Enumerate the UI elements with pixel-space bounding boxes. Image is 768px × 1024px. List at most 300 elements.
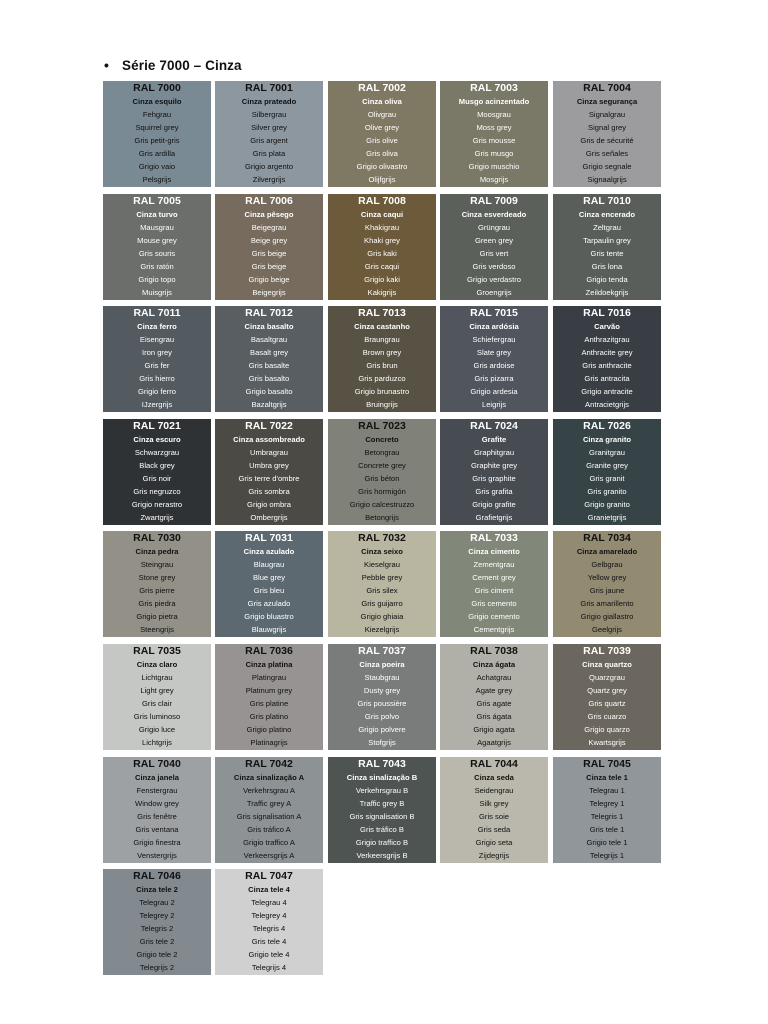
section-title: Série 7000 – Cinza	[122, 58, 242, 73]
color-name-pt: Cinza oliva	[362, 97, 402, 106]
color-name-es: Gris tráfico B	[360, 825, 404, 834]
ral-swatch-card	[215, 531, 323, 637]
color-name-pt: Cinza sinalização B	[346, 773, 418, 782]
color-name-nl: Zwartgrijs	[140, 513, 174, 522]
ral-swatch-card	[103, 194, 211, 300]
color-name-nl: Verkeersgrijs A	[243, 851, 295, 860]
color-name-it: Grigio ardesia	[470, 387, 518, 396]
color-name-de: Schwarzgrau	[134, 448, 180, 457]
color-name-es: Gris polvo	[364, 712, 400, 721]
ral-swatch-card	[103, 757, 211, 863]
ral-code: RAL 7040	[133, 758, 181, 770]
color-name-nl: Cementgrijs	[473, 625, 515, 634]
color-name-pt: Cinza caqui	[360, 210, 404, 219]
ral-swatch-card	[215, 81, 323, 187]
color-name-pt: Cinza janela	[135, 773, 179, 782]
ral-swatch-card	[215, 419, 323, 525]
color-name-pt: Carvão	[594, 322, 620, 331]
color-name-it: Grigio tele 4	[248, 950, 290, 959]
color-name-en: Platinum grey	[245, 686, 293, 695]
color-name-pt: Cinza castanho	[354, 322, 410, 331]
color-name-en: Khaki grey	[364, 236, 400, 245]
color-name-en: Umbra grey	[249, 461, 289, 470]
color-name-fr: Gris agate	[476, 699, 512, 708]
color-name-de: Umbragrau	[250, 448, 288, 457]
color-name-en: Pebble grey	[361, 573, 403, 582]
color-name-es: Gris tráfico A	[247, 825, 291, 834]
ral-swatch-card	[553, 81, 661, 187]
color-name-it: Grigio kaki	[364, 275, 400, 284]
color-name-fr: Gris kaki	[367, 249, 397, 258]
ral-code: RAL 7000	[133, 82, 181, 94]
ral-code: RAL 7008	[358, 195, 406, 207]
color-name-de: Schiefergrau	[472, 335, 516, 344]
ral-code: RAL 7011	[133, 307, 181, 319]
color-name-fr: Gris bleu	[253, 586, 285, 595]
ral-code: RAL 7039	[583, 645, 631, 657]
color-name-en: Dusty grey	[363, 686, 401, 695]
color-name-nl: Telegrijs 2	[139, 963, 175, 972]
color-name-es: Gris caqui	[364, 262, 400, 271]
color-name-nl: Stofgrijs	[368, 738, 396, 747]
color-name-en: Yellow grey	[587, 573, 627, 582]
ral-code: RAL 7034	[583, 532, 631, 544]
color-name-fr: Telegris 4	[252, 924, 286, 933]
ral-swatch-card	[440, 419, 548, 525]
color-name-nl: Grafietgrijs	[475, 513, 513, 522]
color-name-pt: Cinza platina	[245, 660, 293, 669]
color-name-fr: Gris vert	[479, 249, 509, 258]
color-name-en: Window grey	[135, 799, 179, 808]
color-name-it: Grigio giallastro	[580, 612, 634, 621]
color-name-pt: Cinza cimento	[468, 547, 520, 556]
ral-swatch-card	[215, 194, 323, 300]
color-name-nl: Mosgrijs	[479, 175, 509, 184]
color-name-de: Verkehrsgrau B	[355, 786, 409, 795]
ral-swatch-card	[103, 306, 211, 412]
color-name-nl: Antracietgrijs	[585, 400, 629, 409]
color-name-it: Grigio agata	[473, 725, 515, 734]
color-name-pt: Cinza prateado	[241, 97, 297, 106]
color-name-pt: Cinza seda	[474, 773, 514, 782]
color-name-en: Quartz grey	[587, 686, 627, 695]
color-name-fr: Gris argent	[250, 136, 288, 145]
color-name-it: Grigio platino	[246, 725, 292, 734]
ral-swatch-card	[103, 531, 211, 637]
color-name-es: Gris seda	[477, 825, 511, 834]
color-name-nl: Agaatgrijs	[477, 738, 511, 747]
ral-code: RAL 7038	[470, 645, 518, 657]
bullet-icon: •	[104, 57, 110, 73]
ral-code: RAL 7001	[245, 82, 293, 94]
ral-code: RAL 7010	[583, 195, 631, 207]
color-name-pt: Cinza basalto	[244, 322, 294, 331]
ral-code: RAL 7016	[583, 307, 631, 319]
color-name-es: Gris verdoso	[472, 262, 516, 271]
ral-code: RAL 7042	[245, 758, 293, 770]
color-name-es: Gris guijarro	[361, 599, 403, 608]
color-name-fr: Gris jaune	[589, 586, 625, 595]
color-name-it: Grigio muschio	[468, 162, 520, 171]
color-name-de: Silbergrau	[251, 110, 287, 119]
color-name-fr: Gris terre d'ombre	[238, 474, 300, 483]
color-name-es: Gris negruzco	[133, 487, 181, 496]
color-name-nl: Steengrijs	[140, 625, 174, 634]
ral-swatch-card	[440, 757, 548, 863]
ral-swatch-card	[440, 531, 548, 637]
color-name-nl: Zeildoekgrijs	[585, 288, 629, 297]
color-name-it: Grigio bluastro	[244, 612, 294, 621]
color-name-nl: Platinagrijs	[250, 738, 288, 747]
color-name-de: Steingrau	[140, 560, 174, 569]
color-name-fr: Gris beige	[251, 249, 287, 258]
color-name-en: Silver grey	[251, 123, 287, 132]
color-name-nl: Leigrijs	[481, 400, 507, 409]
color-name-fr: Gris fer	[144, 361, 170, 370]
color-name-de: Signalgrau	[588, 110, 626, 119]
color-name-de: Kieselgrau	[364, 560, 400, 569]
color-name-de: Telegrau 2	[139, 898, 175, 907]
color-name-es: Gris tele 4	[251, 937, 287, 946]
color-name-it: Grigio segnale	[582, 162, 632, 171]
ral-code: RAL 7046	[133, 870, 181, 882]
color-name-en: Concrete grey	[358, 461, 406, 470]
ral-swatch-card	[553, 306, 661, 412]
ral-code: RAL 7043	[358, 758, 406, 770]
color-name-de: Zeltgrau	[593, 223, 621, 232]
color-name-it: Grigio tenda	[586, 275, 628, 284]
color-name-nl: Groengrijs	[476, 288, 512, 297]
color-name-de: Moosgrau	[477, 110, 511, 119]
color-name-fr: Gris fenêtre	[137, 812, 177, 821]
color-name-fr: Gris signalisation B	[349, 812, 415, 821]
color-name-pt: Cinza claro	[136, 660, 178, 669]
color-name-it: Grigio ombra	[247, 500, 291, 509]
color-name-nl: Bazaltgrijs	[251, 400, 287, 409]
color-name-nl: IJzergrijs	[141, 400, 173, 409]
color-name-fr: Gris silex	[366, 586, 398, 595]
color-name-de: Betongrau	[364, 448, 400, 457]
ral-swatch-card	[440, 194, 548, 300]
color-name-es: Gris ágata	[476, 712, 512, 721]
color-name-pt: Cinza tele 2	[136, 885, 178, 894]
color-name-nl: Lichtgrijs	[142, 738, 172, 747]
color-name-pt: Cinza ágata	[472, 660, 516, 669]
color-name-de: Mausgrau	[140, 223, 174, 232]
color-name-pt: Cinza encerado	[578, 210, 636, 219]
color-name-en: Mouse grey	[137, 236, 177, 245]
color-name-en: Granite grey	[586, 461, 628, 470]
color-name-en: Telegrey 4	[251, 911, 287, 920]
color-name-en: Cement grey	[472, 573, 516, 582]
color-name-fr: Gris tente	[590, 249, 624, 258]
ral-swatch-card	[553, 644, 661, 750]
ral-swatch-card	[103, 644, 211, 750]
color-name-fr: Gris poussière	[357, 699, 407, 708]
ral-code: RAL 7009	[470, 195, 518, 207]
color-name-en: Brown grey	[362, 348, 402, 357]
color-name-es: Gris hierro	[139, 374, 175, 383]
color-name-pt: Cinza escuro	[133, 435, 181, 444]
color-name-nl: Kwartsgrijs	[588, 738, 626, 747]
color-name-es: Gris lona	[591, 262, 623, 271]
color-name-de: Zementgrau	[473, 560, 515, 569]
ral-swatch-card	[440, 81, 548, 187]
color-name-it: Grigio olivastro	[356, 162, 408, 171]
color-name-en: Graphite grey	[470, 461, 517, 470]
color-name-pt: Cinza quartzo	[582, 660, 632, 669]
color-name-nl: Zijdegrijs	[478, 851, 510, 860]
color-name-es: Gris beige	[251, 262, 287, 271]
color-name-es: Gris cuarzo	[587, 712, 627, 721]
color-name-es: Gris ventana	[135, 825, 179, 834]
ral-code: RAL 7035	[133, 645, 181, 657]
ral-code: RAL 7022	[245, 420, 293, 432]
ral-swatch-card	[553, 419, 661, 525]
ral-swatch-card	[215, 869, 323, 975]
color-name-de: Khakigrau	[364, 223, 400, 232]
color-name-fr: Gris granit	[589, 474, 625, 483]
color-name-es: Gris piedra	[138, 599, 176, 608]
color-name-de: Eisengrau	[139, 335, 175, 344]
color-name-it: Grigio traffico A	[243, 838, 295, 847]
color-name-nl: Granietgrijs	[587, 513, 627, 522]
ral-code: RAL 7045	[583, 758, 631, 770]
color-name-en: Moss grey	[476, 123, 512, 132]
color-name-pt: Cinza assombreado	[233, 435, 305, 444]
color-name-es: Gris granito	[587, 487, 627, 496]
ral-swatch-card	[215, 306, 323, 412]
color-name-nl: Blauwgrijs	[251, 625, 287, 634]
color-name-fr: Gris de sécurité	[580, 136, 634, 145]
ral-swatch-card	[328, 644, 436, 750]
color-name-es: Gris tele 1	[589, 825, 625, 834]
color-name-it: Grigio polvere	[358, 725, 406, 734]
color-name-es: Gris ratón	[140, 262, 174, 271]
color-name-pt: Cinza seixo	[361, 547, 403, 556]
ral-swatch-card	[553, 757, 661, 863]
ral-swatch-card	[328, 531, 436, 637]
color-name-it: Grigio tele 1	[586, 838, 628, 847]
ral-code: RAL 7030	[133, 532, 181, 544]
color-name-it: Grigio pietra	[136, 612, 178, 621]
ral-code: RAL 7047	[245, 870, 293, 882]
color-name-pt: Cinza segurança	[576, 97, 638, 106]
color-name-fr: Gris quartz	[588, 699, 626, 708]
color-name-en: Telegrey 2	[139, 911, 175, 920]
color-name-fr: Gris basalte	[248, 361, 290, 370]
color-name-en: Iron grey	[142, 348, 172, 357]
color-name-pt: Cinza poeira	[359, 660, 405, 669]
color-name-fr: Telegris 2	[140, 924, 174, 933]
color-name-pt: Cinza tele 4	[248, 885, 290, 894]
color-name-fr: Gris olive	[366, 136, 398, 145]
color-name-it: Grigio cemento	[468, 612, 520, 621]
color-name-it: Grigio luce	[138, 725, 176, 734]
color-name-nl: Geelgrijs	[592, 625, 622, 634]
color-name-nl: Telegrijs 4	[251, 963, 287, 972]
color-name-it: Grigio ghiaia	[360, 612, 404, 621]
color-name-nl: Ombergrijs	[250, 513, 288, 522]
color-name-fr: Gris brun	[366, 361, 398, 370]
ral-code: RAL 7036	[245, 645, 293, 657]
color-name-pt: Cinza ferro	[137, 322, 177, 331]
color-name-it: Grigio vaio	[138, 162, 176, 171]
ral-code: RAL 7005	[133, 195, 181, 207]
color-name-nl: Bruingrijs	[366, 400, 398, 409]
color-name-de: Grüngrau	[477, 223, 511, 232]
color-name-it: Grigio basalto	[245, 387, 293, 396]
ral-code: RAL 7021	[133, 420, 181, 432]
color-name-de: Quarzgrau	[589, 673, 625, 682]
color-name-fr: Gris pierre	[139, 586, 175, 595]
ral-swatch-card	[103, 81, 211, 187]
color-name-it: Grigio topo	[138, 275, 176, 284]
color-name-pt: Cinza pedra	[135, 547, 179, 556]
ral-code: RAL 7033	[470, 532, 518, 544]
color-name-fr: Gris graphite	[472, 474, 516, 483]
color-name-it: Grigio antracite	[581, 387, 633, 396]
color-name-it: Grigio ferro	[138, 387, 176, 396]
color-name-pt: Cinza esquilo	[132, 97, 182, 106]
color-name-fr: Gris platine	[249, 699, 289, 708]
color-name-nl: Kiezelgrijs	[364, 625, 400, 634]
color-name-es: Gris oliva	[366, 149, 398, 158]
color-name-it: Grigio seta	[475, 838, 513, 847]
color-name-fr: Gris béton	[364, 474, 400, 483]
color-name-pt: Cinza pêsego	[244, 210, 294, 219]
ral-code: RAL 7044	[470, 758, 518, 770]
color-name-es: Gris basalto	[248, 374, 290, 383]
color-name-nl: Telegrijs 1	[589, 851, 625, 860]
color-name-fr: Gris mousse	[472, 136, 516, 145]
ral-swatch-card	[103, 869, 211, 975]
color-name-nl: Venstergrijs	[137, 851, 177, 860]
ral-code: RAL 7004	[583, 82, 631, 94]
color-name-en: Beige grey	[250, 236, 288, 245]
color-name-de: Seidengrau	[474, 786, 514, 795]
color-name-de: Anthrazitgrau	[584, 335, 630, 344]
color-name-es: Gris parduzco	[358, 374, 406, 383]
color-name-it: Grigio argento	[244, 162, 294, 171]
color-name-pt: Cinza ardósia	[469, 322, 519, 331]
color-name-es: Gris azulado	[247, 599, 291, 608]
ral-swatch-card	[215, 757, 323, 863]
color-name-en: Basalt grey	[250, 348, 288, 357]
color-name-fr: Gris ardoise	[473, 361, 515, 370]
color-name-de: Verkehrsgrau A	[243, 786, 295, 795]
color-name-es: Gris platino	[249, 712, 289, 721]
color-name-fr: Telegris 1	[590, 812, 624, 821]
ral-swatch-card	[328, 81, 436, 187]
color-name-fr: Gris petit-gris	[134, 136, 180, 145]
ral-swatch-card	[553, 194, 661, 300]
ral-code: RAL 7013	[358, 307, 406, 319]
color-name-it: Grigio calcestruzzo	[349, 500, 415, 509]
color-name-es: Gris señales	[585, 149, 629, 158]
color-name-fr: Gris anthracite	[582, 361, 632, 370]
color-name-nl: Betongrijs	[365, 513, 399, 522]
ral-swatch-card	[103, 419, 211, 525]
color-name-en: Traffic grey B	[359, 799, 405, 808]
ral-swatch-card	[215, 644, 323, 750]
color-name-en: Green grey	[475, 236, 513, 245]
color-name-pt: Cinza turvo	[136, 210, 178, 219]
color-name-es: Gris tele 2	[139, 937, 175, 946]
color-name-de: Achatgrau	[476, 673, 512, 682]
ral-swatch-card	[328, 194, 436, 300]
color-name-en: Olive grey	[364, 123, 400, 132]
color-name-nl: Zilvergrijs	[252, 175, 286, 184]
color-name-en: Slate grey	[476, 348, 512, 357]
color-name-it: Grigio traffico B	[355, 838, 409, 847]
color-name-es: Gris ardilla	[138, 149, 176, 158]
color-name-pt: Cinza amarelado	[576, 547, 638, 556]
color-name-nl: Pelsgrijs	[142, 175, 172, 184]
color-name-de: Fehgrau	[142, 110, 172, 119]
color-name-pt: Cinza tele 1	[586, 773, 628, 782]
color-name-it: Grigio quarzo	[584, 725, 630, 734]
color-name-en: Stone grey	[138, 573, 176, 582]
ral-code: RAL 7031	[245, 532, 293, 544]
color-name-es: Gris antracita	[584, 374, 630, 383]
color-name-en: Signal grey	[588, 123, 626, 132]
section-heading	[104, 57, 242, 73]
ral-code: RAL 7037	[358, 645, 406, 657]
color-name-de: Beigegrau	[251, 223, 287, 232]
color-name-it: Grigio verdastro	[466, 275, 522, 284]
color-name-en: Light grey	[140, 686, 174, 695]
color-name-de: Blaugrau	[253, 560, 285, 569]
color-name-de: Graphitgrau	[473, 448, 515, 457]
color-name-it: Grigio nerastro	[131, 500, 183, 509]
color-name-de: Basaltgrau	[250, 335, 288, 344]
color-name-en: Agate grey	[475, 686, 513, 695]
color-name-es: Gris pizarra	[474, 374, 514, 383]
color-name-es: Gris hormigón	[358, 487, 406, 496]
color-name-it: Grigio granito	[584, 500, 630, 509]
ral-code: RAL 7032	[358, 532, 406, 544]
color-name-es: Gris grafita	[475, 487, 513, 496]
color-name-nl: Signaalgrijs	[587, 175, 627, 184]
color-name-pt: Grafite	[481, 435, 507, 444]
color-name-de: Telegrau 4	[251, 898, 287, 907]
ral-code: RAL 7002	[358, 82, 406, 94]
color-name-en: Tarpaulin grey	[583, 236, 631, 245]
ral-swatch-card	[440, 306, 548, 412]
color-name-en: Black grey	[139, 461, 175, 470]
ral-swatch-card	[328, 306, 436, 412]
color-name-de: Gelbgrau	[591, 560, 623, 569]
ral-code: RAL 7012	[245, 307, 293, 319]
color-name-it: Grigio finestra	[133, 838, 181, 847]
color-name-es: Gris luminoso	[133, 712, 181, 721]
ral-swatch-card	[328, 757, 436, 863]
color-name-es: Gris amarillento	[580, 599, 634, 608]
color-name-es: Gris sombra	[248, 487, 290, 496]
color-name-es: Gris musgo	[474, 149, 514, 158]
color-name-nl: Verkeersgrijs B	[356, 851, 408, 860]
color-name-es: Gris cemento	[471, 599, 517, 608]
ral-code: RAL 7024	[470, 420, 518, 432]
color-name-de: Staubgrau	[364, 673, 400, 682]
color-name-en: Telegrey 1	[589, 799, 625, 808]
color-name-de: Fenstergrau	[136, 786, 178, 795]
color-name-pt: Cinza azulado	[243, 547, 295, 556]
color-name-fr: Gris noir	[142, 474, 172, 483]
color-name-en: Squirrel grey	[135, 123, 179, 132]
color-name-fr: Gris clair	[142, 699, 172, 708]
